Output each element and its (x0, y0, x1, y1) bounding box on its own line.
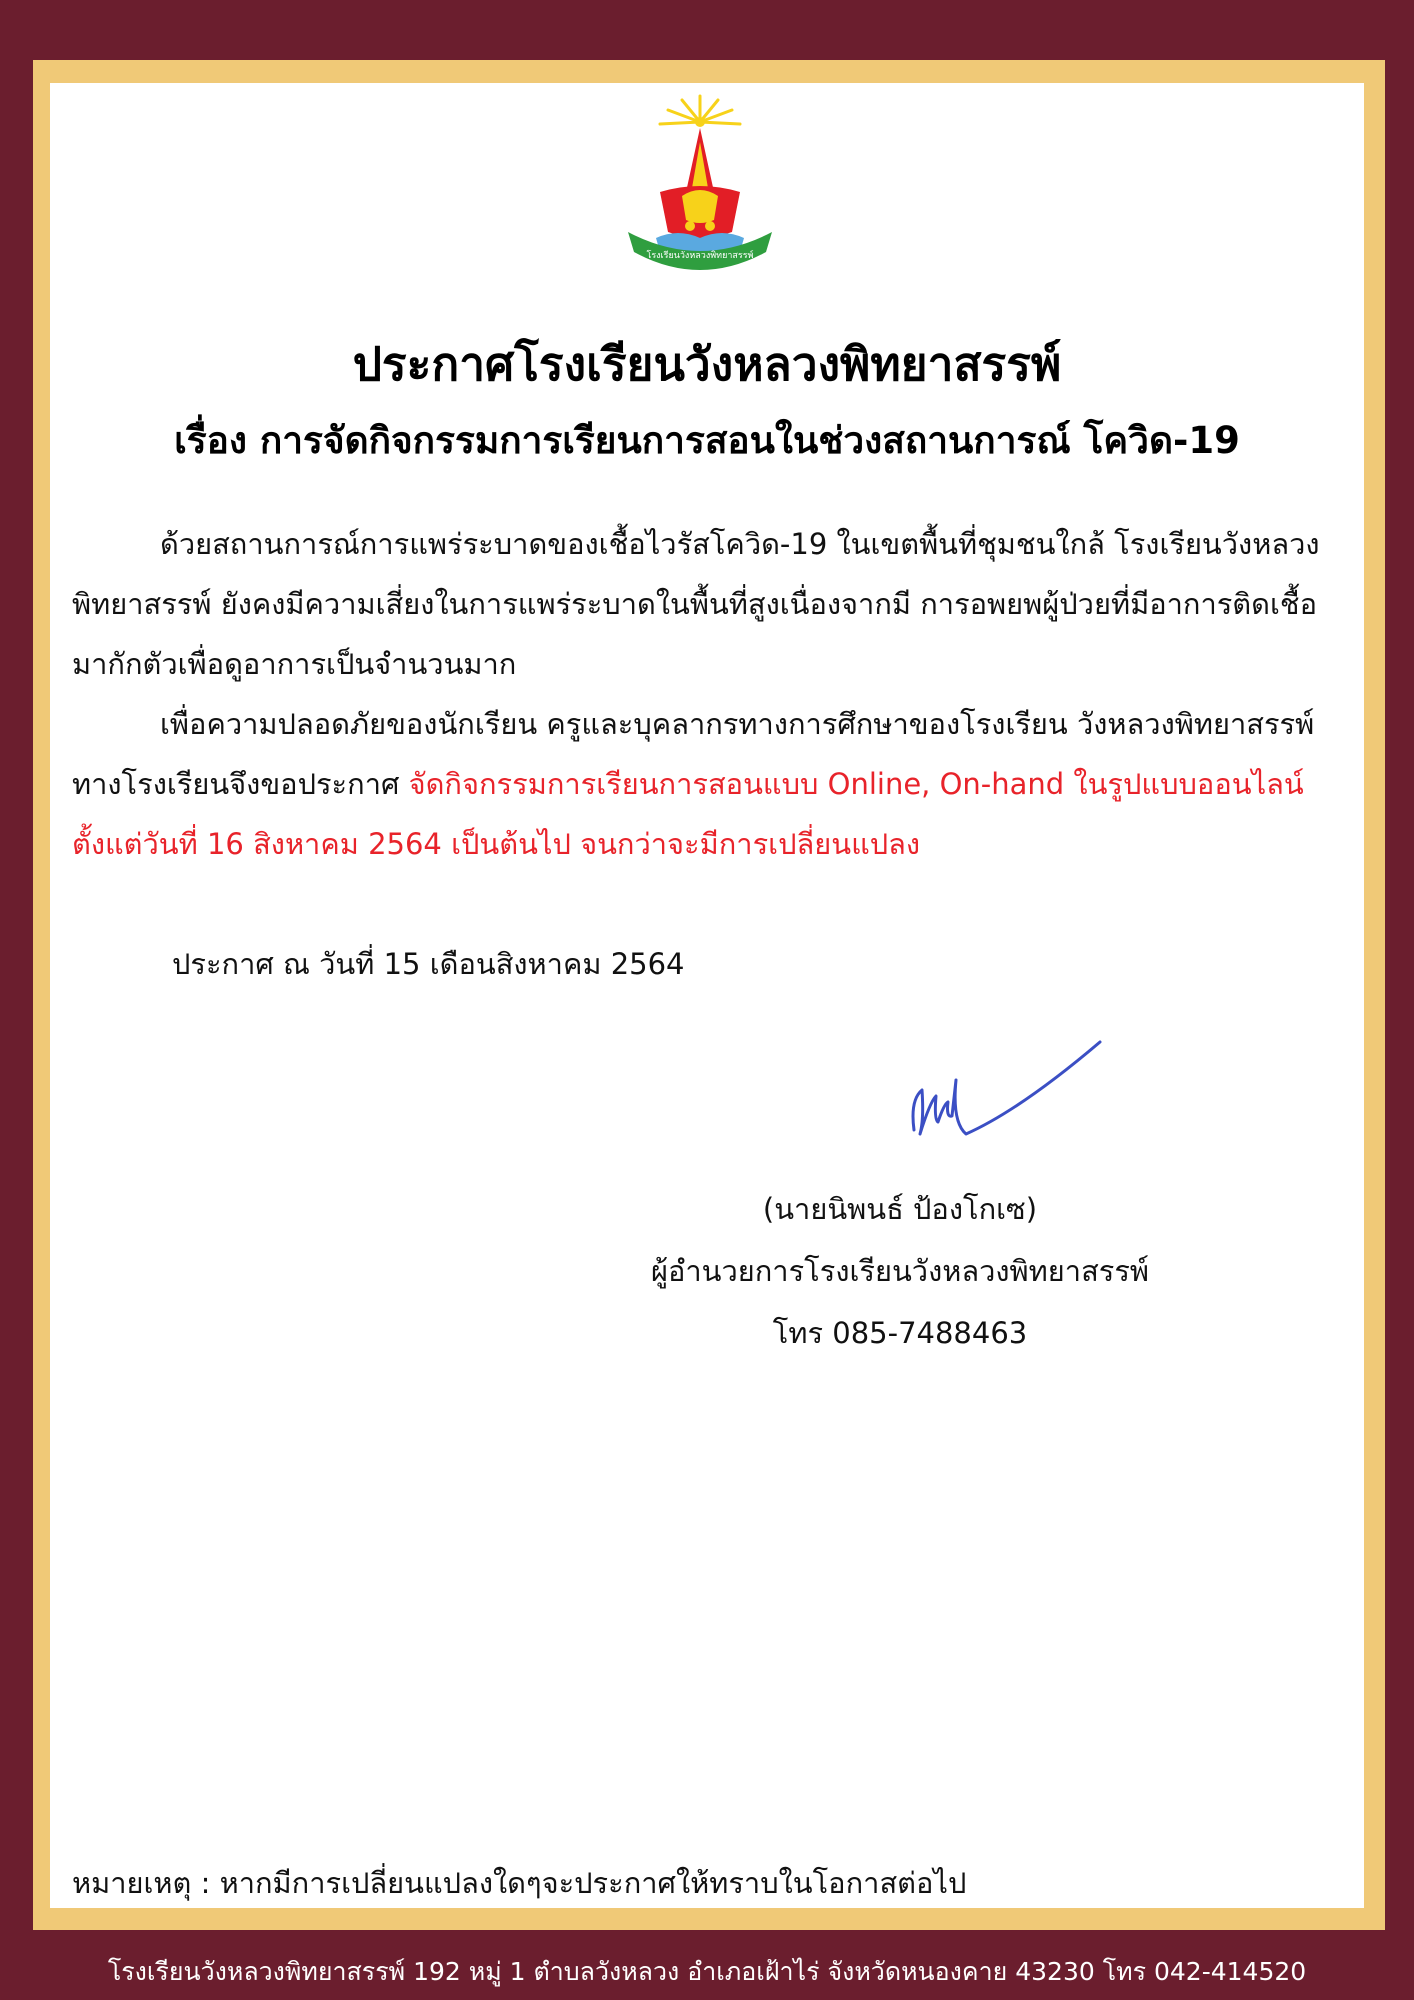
body-paragraph-1: ด้วยสถานการณ์การแพร่ระบาดของเชื้อไวรัสโควิด-19 ในเขตพื้นที่ชุมชนใกล้ โรงเรียนวังหลวงพิทยาสรรพ์ ยังคงมีความเสี่ยงในการแพร่ระบาดในพื้นที่สูงเนื่องจากมี การอพยพผู้ป่วยที่มีอาการติดเชื้อมากักตัวเพื่อดูอาการเป็นจำนวนมาก (72, 527, 1320, 681)
announcement-subtitle: เรื่อง การจัดกิจกรรมการเรียนการสอนในช่วงสถานการณ์ โควิด-19 (174, 419, 1240, 462)
signature-image (900, 1030, 1110, 1145)
logo-banner-text: โรงเรียนวังหลวงพิทยาสรรพ์ (646, 251, 754, 261)
announce-date: ประกาศ ณ วันที่ 15 เดือนสิงหาคม 2564 (172, 947, 685, 981)
announcement-title: ประกาศโรงเรียนวังหลวงพิทยาสรรพ์ (352, 337, 1062, 391)
body-paragraph-2 (72, 694, 1342, 874)
signatory-position: ผู้อำนวยการโรงเรียนวังหลวงพิทยาสรรพ์ (650, 1254, 1150, 1288)
body-paragraph-2-text: เพื่อความปลอดภัยของนักเรียน ครูและบุคลากรทางการศึกษาของโรงเรียน วังหลวงพิทยาสรรพ์ ทางโรงเรียนจึงขอประกาศ (72, 707, 1315, 801)
body-highlight-text: จัดกิจกรรมการเรียนการสอนแบบ Online, On-hand ในรูปแบบออนไลน์ ตั้งแต่วันที่ 16 สิงหาคม 2564 เป็นต้นไป จนกว่าจะมีการเปลี่ยนแปลง (72, 767, 1304, 861)
school-address-footer: โรงเรียนวังหลวงพิทยาสรรพ์ 192 หมู่ 1 ตำบลวังหลวง อำเภอเฝ้าไร่ จังหวัดหนองคาย 43230 โทร 042-414520 (107, 1957, 1307, 1986)
announcement-body (72, 514, 1342, 874)
signatory-phone: โทร 085-7488463 (772, 1316, 1028, 1350)
signatory-block (620, 1178, 1180, 1364)
footnote: หมายเหตุ : หากมีการเปลี่ยนแปลงใดๆจะประกาศให้ทราบในโอกาสต่อไป (72, 1866, 967, 1900)
school-emblem-icon (620, 92, 780, 272)
signatory-name: (นายนิพนธ์ ป้องโกเซ) (762, 1192, 1038, 1226)
